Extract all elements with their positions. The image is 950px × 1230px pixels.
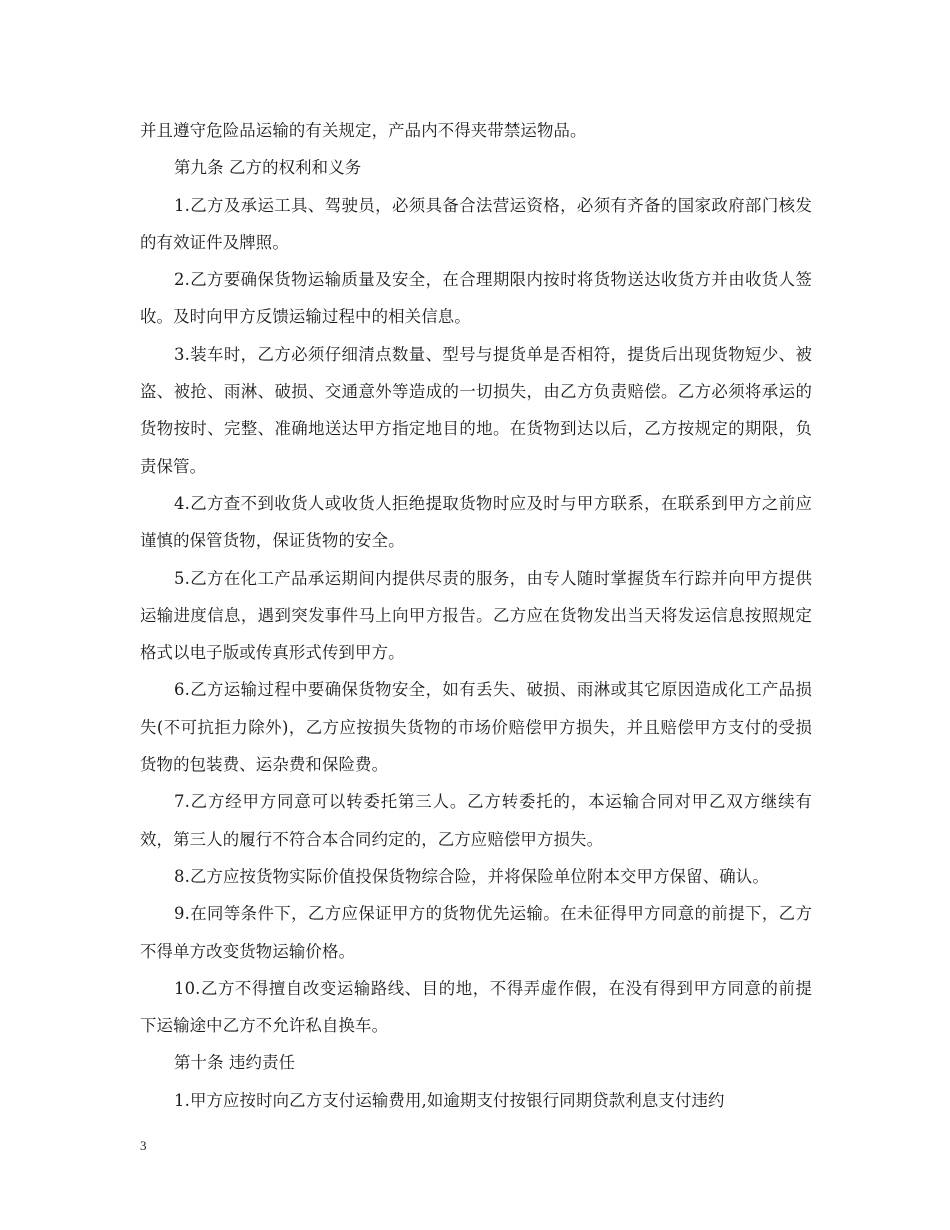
document-body bbox=[140, 112, 812, 1119]
clause-9-6: 6.乙方运输过程中要确保货物安全，如有丢失、破损、雨淋或其它原因造成化工产品损失(不可抗拒力除外)，乙方应按损失货物的市场价赔偿甲方损失，并且赔偿甲方支付的受损货物的包装费、运杂费和保险费。 bbox=[140, 680, 812, 775]
paragraph-continuation: 并且遵守危险品运输的有关规定，产品内不得夹带禁运物品。 bbox=[140, 121, 587, 140]
clause-9-9: 9.在同等条件下，乙方应保证甲方的货物优先运输。在未征得甲方同意的前提下，乙方不得单方改变货物运输价格。 bbox=[140, 904, 812, 961]
page-number: 3 bbox=[140, 1138, 147, 1153]
clause-9-2: 2.乙方要确保货物运输质量及安全，在合理期限内按时将货物送达收货方并由收货人签收。及时向甲方反馈运输过程中的相关信息。 bbox=[140, 270, 812, 327]
clause-9-8: 8.乙方应按货物实际价值投保货物综合险，并将保险单位附本交甲方保留、确认。 bbox=[174, 866, 769, 886]
clause-9-10: 10.乙方不得擅自改变运输路线、目的地，不得弄虚作假，在没有得到甲方同意的前提下运输途中乙方不允许私自换车。 bbox=[140, 978, 812, 1036]
clause-9-1: 1.乙方及承运工具、驾驶员，必须具备合法营运资格，必须有齐备的国家政府部门核发的有效证件及牌照。 bbox=[140, 195, 812, 252]
section-heading-article-9: 第九条 乙方的权利和义务 bbox=[174, 158, 362, 178]
clause-9-5: 5.乙方在化工产品承运期间内提供尽责的服务，由专人随时掌握货车行踪并向甲方提供运输进度信息，遇到突发事件马上向甲方报告。乙方应在货物发出当天将发运信息按照规定格式以电子版或传真形式传到甲方。 bbox=[140, 568, 812, 663]
clause-10-1: 1.甲方应按时向乙方支付运输费用,如逾期支付按银行同期贷款利息支付违约 bbox=[174, 1090, 725, 1110]
section-heading-article-10: 第十条 违约责任 bbox=[174, 1053, 296, 1073]
clause-9-3: 3.装车时，乙方必须仔细清点数量、型号与提货单是否相符，提货后出现货物短少、被盗、被抢、雨淋、破损、交通意外等造成的一切损失，由乙方负责赔偿。乙方必须将承运的货物按时、完整、准确地送达甲方指定地目的地。在货物到达以后，乙方按规定的期限，负责保管。 bbox=[140, 344, 812, 476]
clause-9-7: 7.乙方经甲方同意可以转委托第三人。乙方转委托的，本运输合同对甲乙双方继续有效，第三人的履行不符合本合同约定的，乙方应赔偿甲方损失。 bbox=[140, 792, 812, 849]
clause-9-4: 4.乙方查不到收货人或收货人拒绝提取货物时应及时与甲方联系，在联系到甲方之前应谨慎的保管货物，保证货物的安全。 bbox=[140, 493, 812, 551]
